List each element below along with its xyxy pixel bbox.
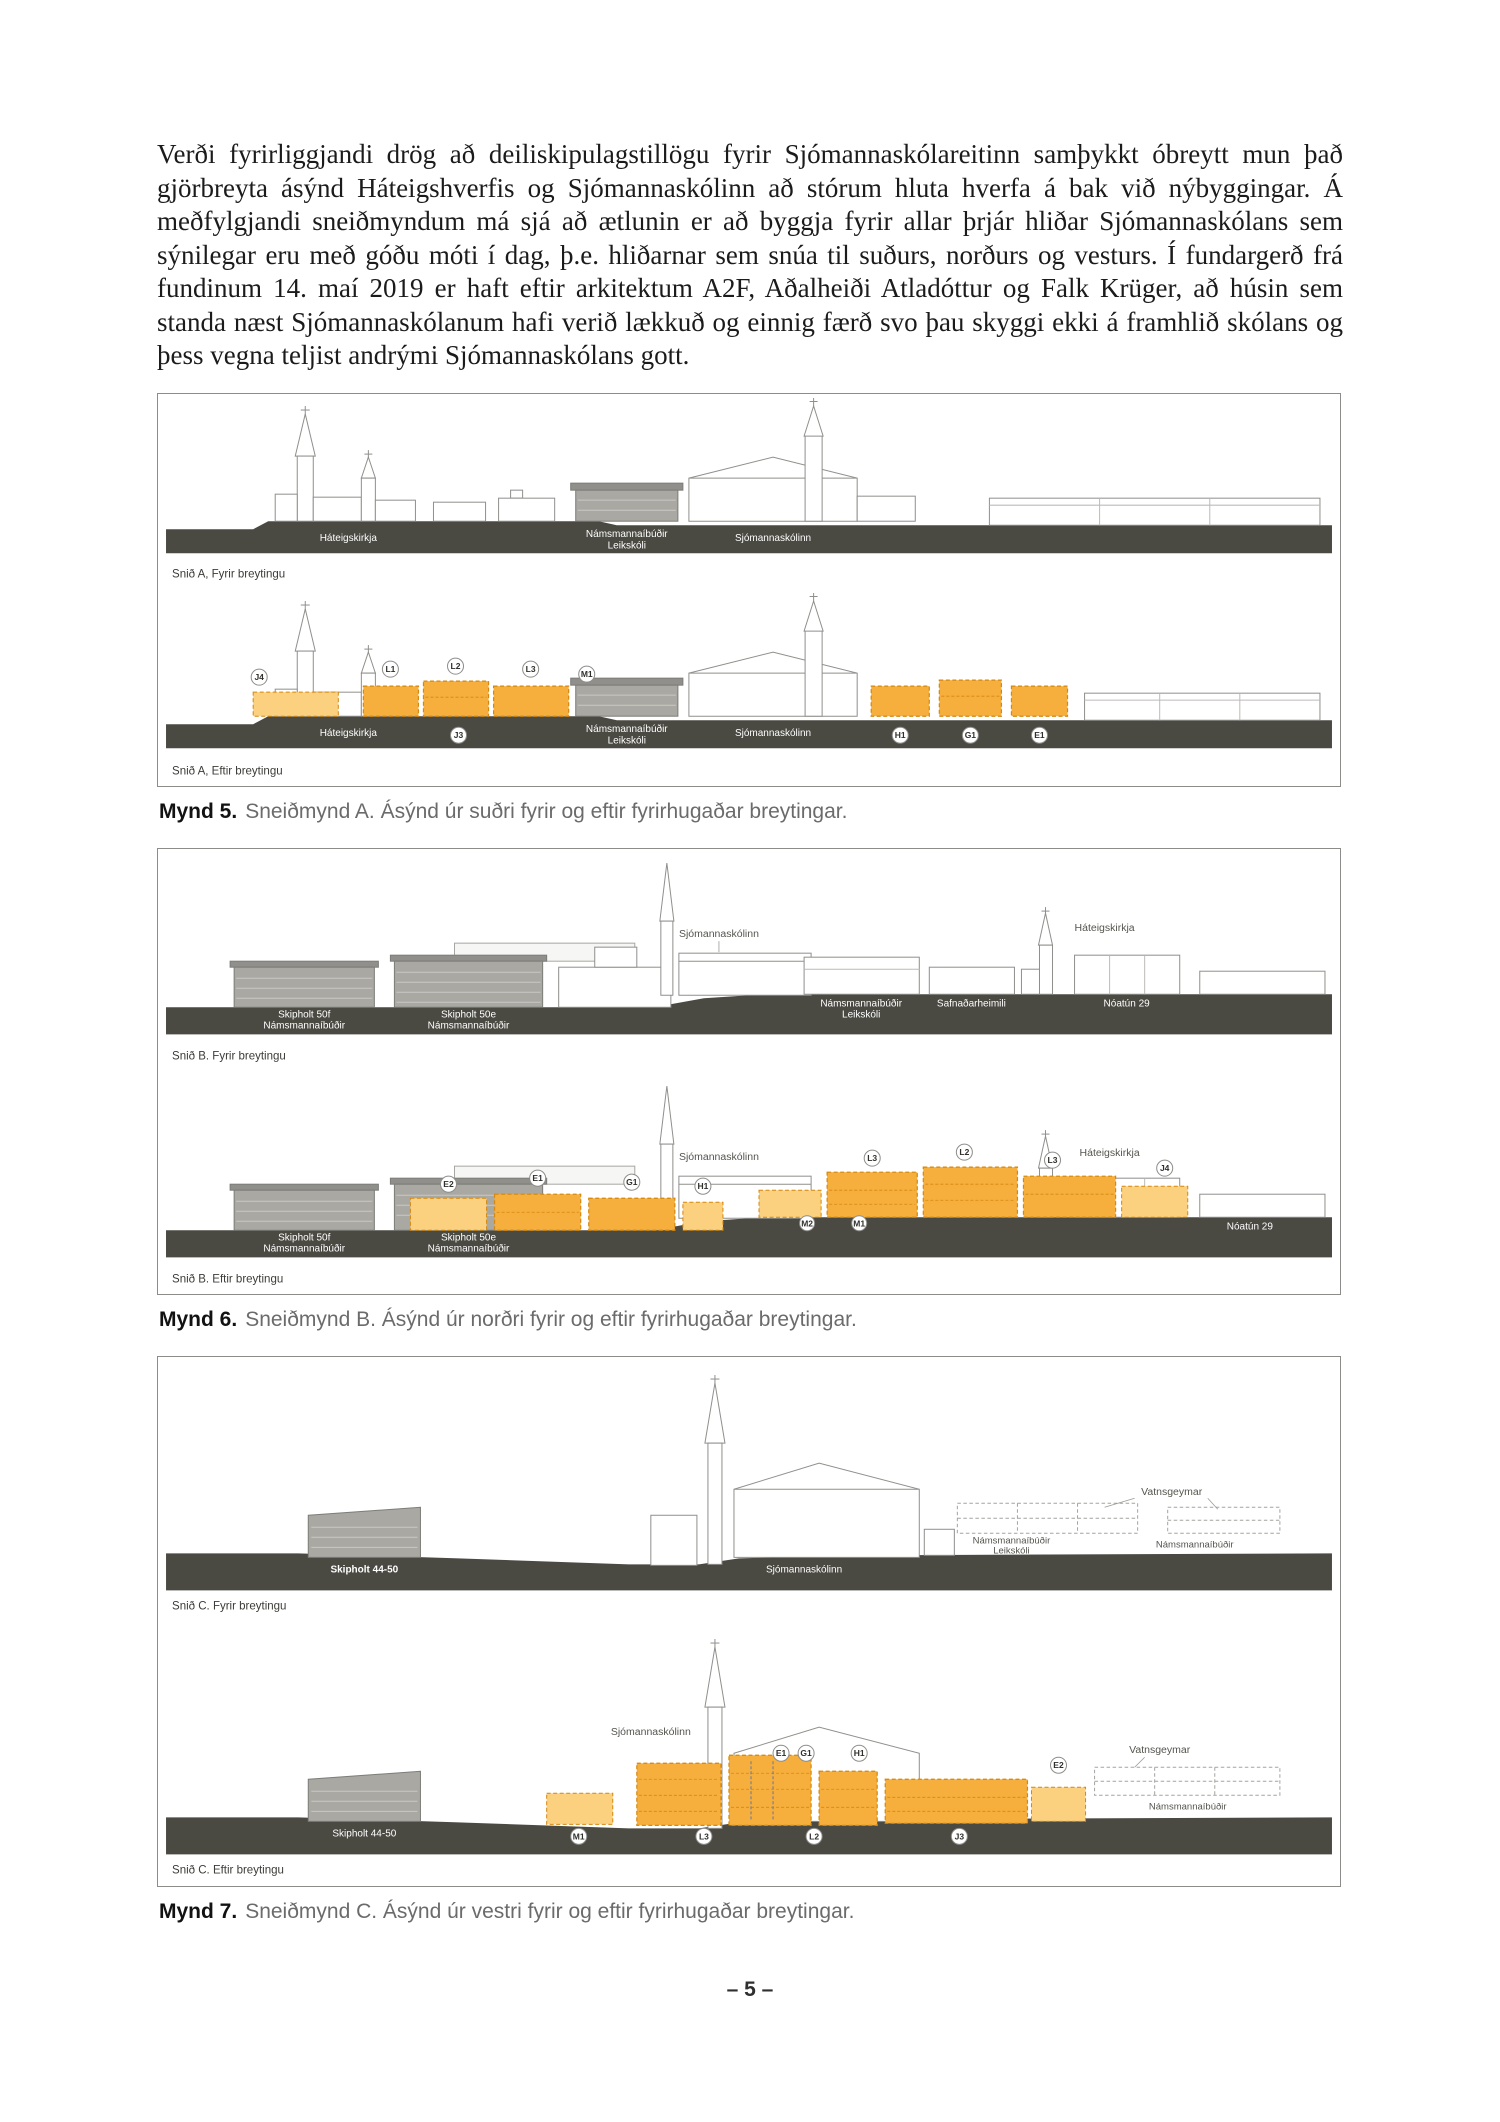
scene-label: Snið C. Fyrir breytingu [172,1600,287,1613]
marker-l3 [523,661,539,677]
label-namsmannaibudir: Námsmannaíbúðir [1148,1801,1227,1813]
ground-label-hateigskirkja: Háteigskirkja [319,532,377,544]
marker-m1 [852,1215,867,1230]
svg-text:L1: L1 [385,663,396,674]
svg-text:E2: E2 [1053,1760,1064,1771]
ground-label-safnadarheimili: Safnaðarheimili [936,998,1006,1010]
label-vatnsgeymar: Vatnsgeymar [1141,1486,1203,1499]
marker-e2 [440,1176,456,1192]
marker-l3a [864,1150,880,1166]
section-a-after-drawing [158,589,1340,786]
mid-houses-drawing [433,490,554,521]
ground-label-skipholt-44-50: Skipholt 44-50 [330,1564,399,1576]
ground-label-leikskoli: Leikskóli [842,1009,881,1021]
ground-label-skipholt50f-2: Námsmannaíbúðir [263,1020,346,1032]
vatnsgeymar-tanks [1095,1758,1280,1796]
east-building-drawing [1085,693,1320,720]
caption-text: Sneiðmynd A. Ásýnd úr suðri fyrir og eftir fyrirhugaðar breytingar. [245,800,848,824]
ground-label-skipholt50e-2: Námsmannaíbúðir [427,1242,510,1254]
far-east-building [1200,1194,1325,1217]
ground-label-hateigskirkja: Háteigskirkja [319,728,377,740]
ground-label-skipholt50e: Skipholt 50e [441,1009,497,1021]
marker-m1 [571,1829,587,1845]
svg-text:L2: L2 [450,660,461,671]
ground-label-skipholt50f: Skipholt 50f [278,1231,331,1243]
caption-mynd5 [159,800,1343,824]
ground-label-leikskoli: Leikskóli [607,735,646,747]
scene-label: Snið A, Eftir breytingu [172,765,283,778]
scene-label: Snið B. Fyrir breytingu [172,1050,286,1063]
section-c-after-drawing [158,1621,1340,1885]
ground-label-skipholt-44-50: Skipholt 44-50 [332,1828,397,1840]
ground-label-leikskoli: Leikskóli [607,539,646,551]
svg-text:G1: G1 [626,1176,638,1187]
svg-text:E1: E1 [1034,730,1045,741]
label-leikskoli: Leikskóli [993,1545,1030,1557]
ground-label-skipholt50e: Skipholt 50e [441,1231,497,1243]
label-namsmannaibudir-2: Námsmannaíbúðir [1155,1539,1234,1551]
marker-m1 [579,666,595,682]
leikskoli-building-drawing [571,678,683,716]
ground-label-skipholt50f-2: Námsmannaíbúðir [263,1242,346,1254]
sjomannaskolinn-drawing [689,398,915,521]
marker-l2 [956,1144,972,1160]
marker-h1 [851,1746,867,1762]
marker-g1 [798,1746,814,1762]
svg-text:E2: E2 [443,1178,454,1189]
section-b-before-drawing [158,849,1340,1071]
marker-l2 [806,1829,822,1845]
scene-label: Snið B. Eftir breytingu [172,1272,284,1285]
skipholt50f-building [230,961,378,1007]
hateigskirkja-drawing [1021,907,1052,994]
caption-mynd6 [159,1308,1343,1332]
marker-j4 [1157,1160,1173,1176]
svg-text:L3: L3 [1047,1154,1058,1165]
label-hateigskirkja: Háteigskirkja [1074,922,1135,935]
marker-e1 [530,1170,546,1186]
section-a-before-drawing [158,394,1340,589]
marker-h1 [695,1178,711,1194]
caption-number: Mynd 7. [159,1899,238,1923]
label-vatnsgeymar: Vatnsgeymar [1129,1744,1191,1757]
svg-text:L3: L3 [867,1152,878,1163]
svg-text:L3: L3 [525,663,536,674]
ground-label-namsmannaibudir: Námsmannaíbúðir [820,998,903,1010]
svg-text:M2: M2 [801,1217,814,1228]
caption-text: Sneiðmynd B. Ásýnd úr norðri fyrir og eftir fyrirhugaðar breytingar. [245,1307,857,1331]
figure-mynd6 [157,848,1341,1295]
marker-l3 [696,1829,712,1845]
caption-number: Mynd 6. [159,1307,238,1331]
svg-text:J3: J3 [453,730,464,741]
section-b-after-drawing [158,1072,1340,1294]
label-sjomannaskolinn: Sjómannaskólinn [610,1726,691,1739]
east-building-drawing [989,498,1320,525]
ground-label-skipholt50f: Skipholt 50f [278,1009,331,1021]
marker-g1 [962,727,978,743]
svg-text:H1: H1 [853,1748,865,1759]
skipholt50f-building [230,1184,378,1230]
marker-j3 [451,727,467,743]
svg-text:M1: M1 [580,668,593,679]
marker-e1 [773,1746,789,1762]
leikskoli-building [804,957,919,994]
marker-j4 [251,669,267,685]
proposed-buildings-west [410,1194,723,1230]
page-number: – 5 – [726,1977,774,2001]
skipholt-44-50-building [308,1772,420,1822]
ground-label-skipholt50e-2: Námsmannaíbúðir [427,1020,510,1032]
safnadarheimili-building [929,967,1014,994]
hateigskirkja-drawing [275,406,415,521]
noatun-building [1075,955,1180,994]
figure-mynd7 [157,1356,1341,1887]
svg-text:J4: J4 [254,671,264,682]
caption-mynd7 [159,1900,1343,1924]
svg-text:G1: G1 [964,730,977,741]
label-sjomannaskolinn: Sjómannaskólinn [678,928,759,941]
leikskoli-building-drawing [571,483,683,521]
section-c-before-drawing [158,1357,1340,1621]
caption-number: Mynd 5. [159,800,238,824]
marker-l2 [447,658,463,674]
svg-text:E1: E1 [532,1172,543,1183]
skipholt-44-50-building [308,1507,420,1557]
scene-label: Snið A, Fyrir breytingu [172,567,286,580]
label-namsmannaibudir: Námsmannaíbúðir [972,1535,1051,1547]
proposed-buildings-east [871,680,1067,716]
ground-label-noatun29: Nóatún 29 [1103,998,1150,1010]
marker-e1 [1031,727,1047,743]
svg-text:H1: H1 [894,730,906,741]
ground-label-namsmannaibudir: Námsmannaíbúðir [585,528,668,540]
skipholt50e-building [390,955,546,1007]
caption-text: Sneiðmynd C. Ásýnd úr vestri fyrir og eftir fyrirhugaðar breytingar. [245,1899,855,1923]
ground-label-namsmannaibudir: Námsmannaíbúðir [585,724,668,736]
sjomannaskolinn-drawing [689,593,857,716]
svg-text:H1: H1 [697,1180,709,1191]
marker-e2 [1050,1758,1066,1774]
svg-text:J4: J4 [1159,1162,1170,1173]
vatnsgeymar-tanks [957,1498,1280,1533]
marker-l1 [382,661,398,677]
proposed-buildings-east [759,1167,1188,1217]
ground-label-sjomannaskolinn: Sjómannaskólinn [766,1564,843,1576]
body-paragraph: Verði fyrirliggjandi drög að deiliskipulagstillögu fyrir Sjómannaskólareitinn samþykkt óbreytt mun það gjörbreyta ásýnd Háteigshverfis og Sjómannaskólinn að stórum hluta hverfa á bak við nýbyggingar. Á meðfylgjandi sneiðmyndum má sjá að ætlunin er að byggja fyrir allar þrjár hliðar Sjómannaskólans sem sýnilegar eru með góðu móti í dag, þ.e. hliðarnar sem snúa til suðurs, norðurs og vesturs. Í fundargerð frá fundinum 14. maí 2019 er haft eftir arkitektum A2F, Aðalheiði Atladóttur og Falk Krüger, að húsin sem standa næst Sjómannaskólanum hafi verið lækkuð og einnig færð svo þau skyggi ekki á framhlið skólans og þess vegna teljist andrými Sjómannaskólans gott. [157,139,1343,370]
figure-mynd5 [157,393,1341,788]
ground-label-sjomannaskolinn: Sjómannaskólinn [734,532,812,544]
sjomannaskolinn-drawing [651,1375,955,1565]
scene-label: Snið C. Eftir breytingu [172,1864,284,1877]
marker-m2 [800,1215,815,1230]
marker-g1 [624,1174,640,1190]
marker-h1 [892,727,908,743]
label-sjomannaskolinn: Sjómannaskólinn [678,1150,759,1163]
svg-text:M1: M1 [572,1831,585,1842]
ground-label-noatun29: Nóatún 29 [1226,1220,1273,1232]
svg-text:E1: E1 [775,1748,787,1759]
svg-text:L3: L3 [698,1831,709,1842]
svg-text:G1: G1 [800,1748,812,1759]
label-hateigskirkja: Háteigskirkja [1079,1146,1140,1159]
marker-j3 [951,1829,967,1845]
svg-text:M1: M1 [853,1217,866,1228]
marker-l3b [1044,1152,1060,1168]
far-east-building [1200,971,1325,994]
svg-text:L2: L2 [809,1831,820,1842]
ground-label-sjomannaskolinn: Sjómannaskólinn [734,728,812,740]
svg-text:J3: J3 [954,1831,965,1842]
svg-text:L2: L2 [959,1146,970,1157]
